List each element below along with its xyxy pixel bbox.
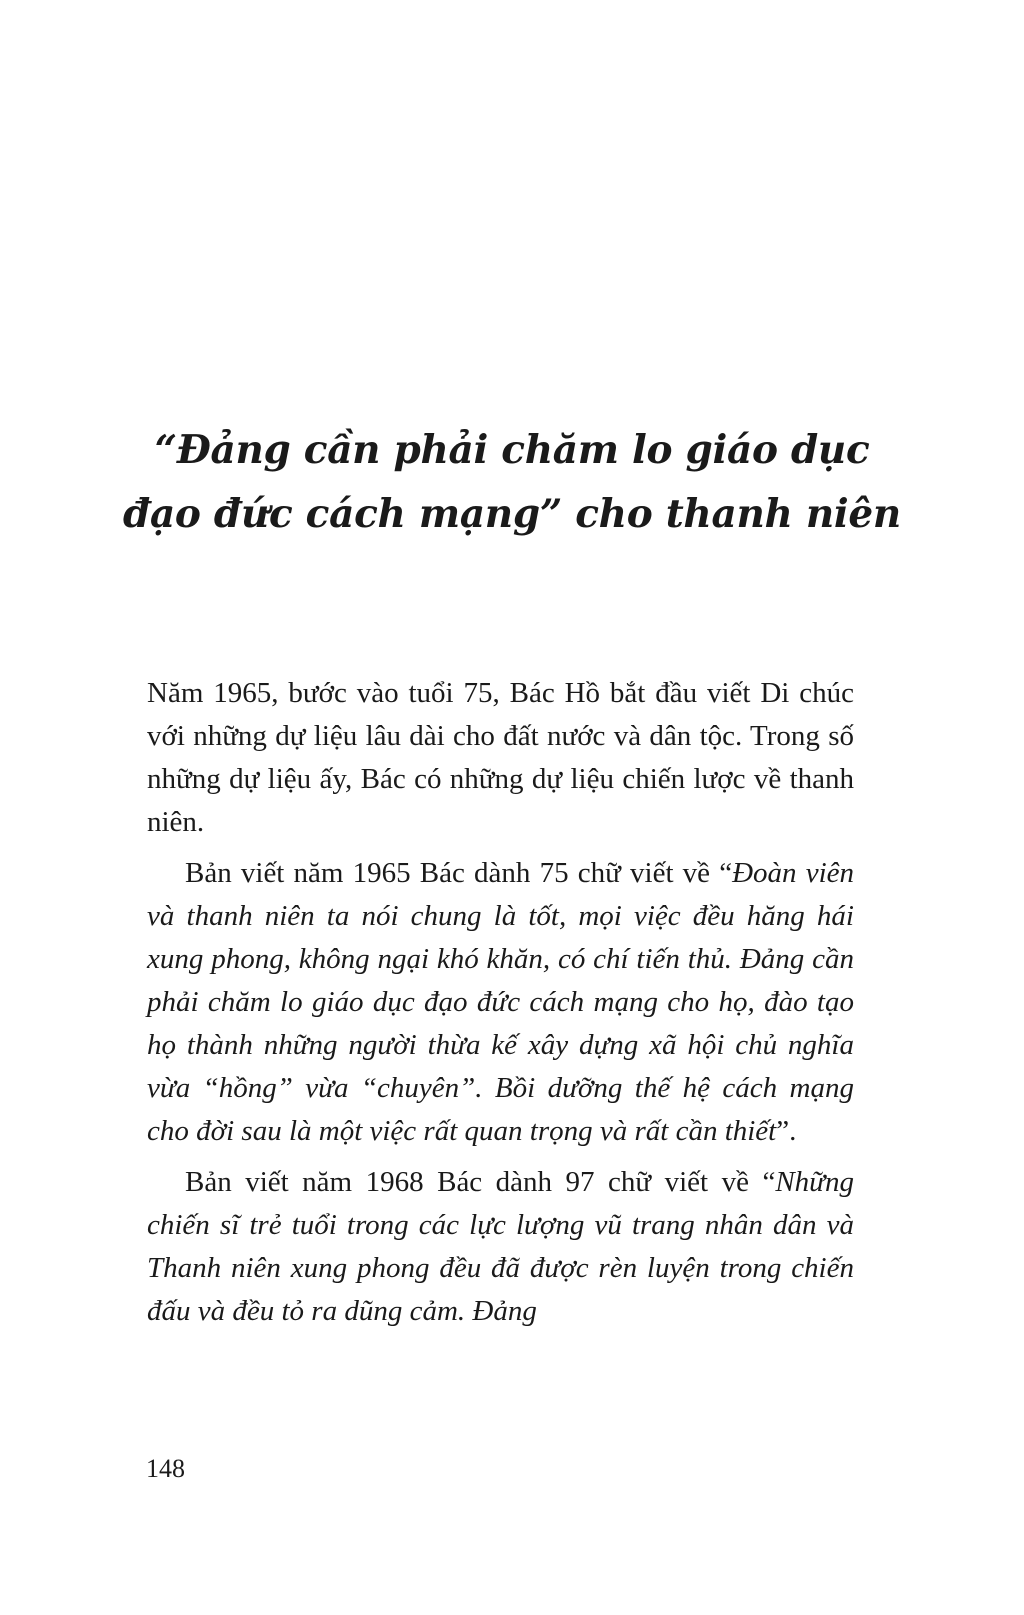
paragraph-2-close: ”. [776, 1115, 797, 1147]
chapter-title-line-2: đạo đức cách mạng” cho thanh niên [122, 491, 901, 537]
paragraph-2 [147, 852, 854, 1153]
paragraph-3 [147, 1161, 854, 1333]
paragraph-1: Năm 1965, bước vào tuổi 75, Bác Hồ bắt đầu viết Di chúc với những dự liệu lâu dài cho đất nước và dân tộc. Trong số những dự liệu ấy, Bác có những dự liệu chiến lược về thanh niên. [147, 677, 854, 838]
paragraph-3-quote: Những chiến sĩ trẻ tuổi trong các lực lượng vũ trang nhân dân và Thanh niên xung phong đều đã được rèn luyện trong chiến đấu và đều tỏ ra dũng cảm. Đảng [147, 1166, 854, 1327]
chapter-title [120, 418, 904, 546]
chapter-title-line-1: “Đảng cần phải chăm lo giáo dục [154, 427, 870, 473]
paragraph-2-quote: Đoàn viên và thanh niên ta nói chung là tốt, mọi việc đều hăng hái xung phong, không ngại khó khăn, có chí tiến thủ. Đảng cần phải chăm lo giáo dục đạo đức cách mạng cho họ, đào tạo họ thành những người thừa kế xây dựng xã hội chủ nghĩa vừa “hồng” vừa “chuyên”. Bồi dưỡng thế hệ cách mạng cho đời sau là một việc rất quan trọng và rất cần thiết [147, 857, 855, 1147]
paragraph-3-lead: Bản viết năm 1968 Bác dành 97 chữ viết về “ [185, 1166, 776, 1198]
paragraph-2-lead: Bản viết năm 1965 Bác dành 75 chữ viết về “ [185, 857, 733, 889]
body-text [147, 672, 854, 1341]
page-number: 148 [146, 1454, 185, 1483]
